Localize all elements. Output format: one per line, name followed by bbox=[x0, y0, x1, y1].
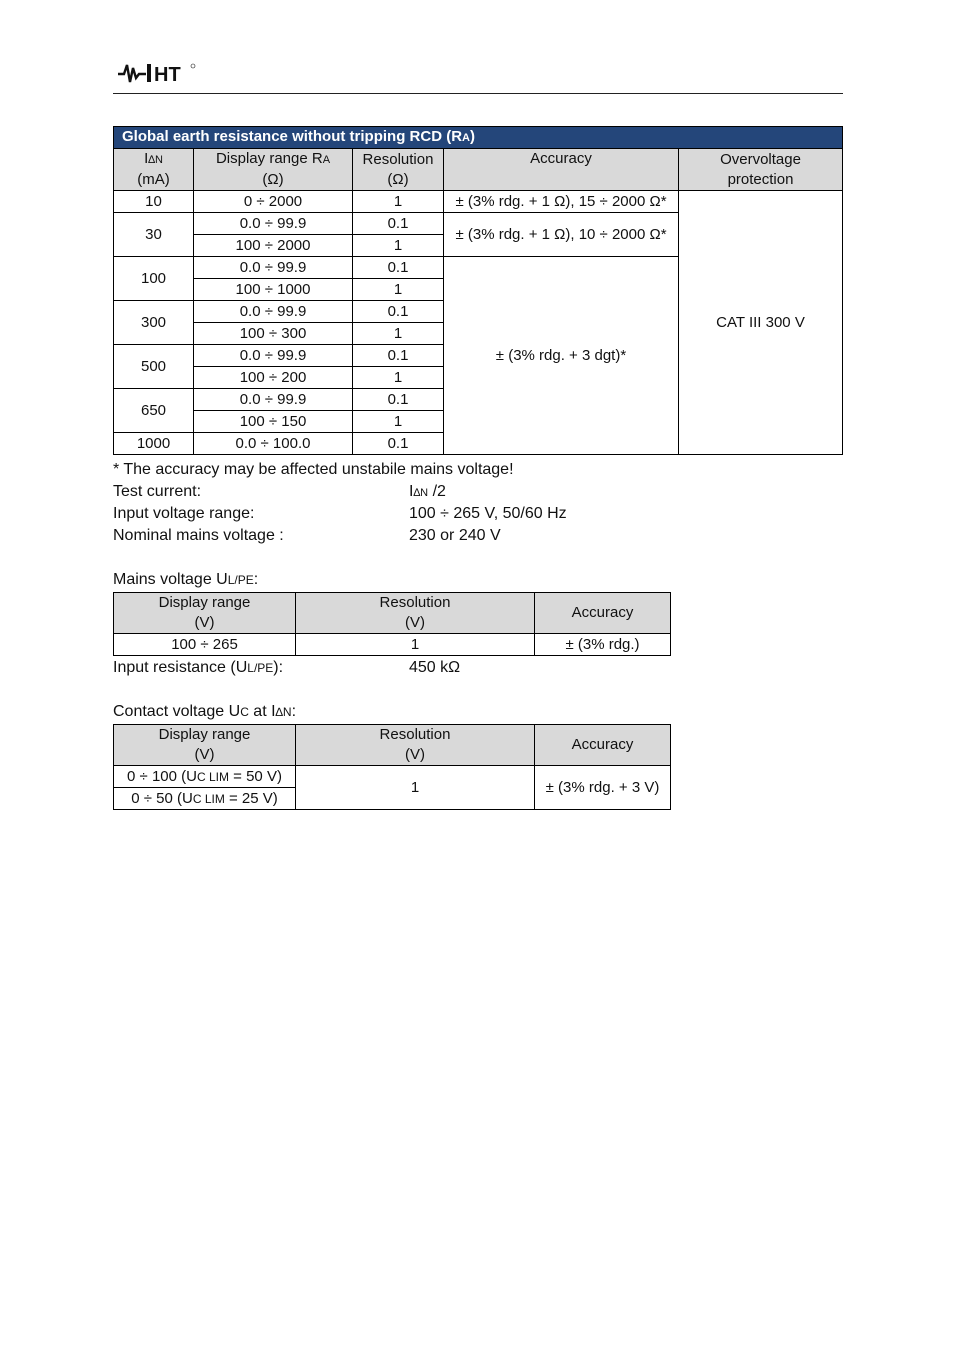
cell-range: 0.0 ÷ 99.9 bbox=[194, 213, 353, 235]
cell-range: 0.0 ÷ 99.9 bbox=[194, 345, 353, 367]
col-header-idn: I∆N (mA) bbox=[114, 149, 194, 191]
cell-resolution: 1 bbox=[353, 367, 444, 389]
cell-resolution: 1 bbox=[353, 191, 444, 213]
input-voltage-value: 100 ÷ 265 V, 50/60 Hz bbox=[409, 505, 567, 522]
contact-voltage-heading: Contact voltage UC at I∆N: bbox=[113, 703, 297, 720]
col-header-accuracy: Accuracy bbox=[535, 593, 671, 634]
cell-resolution: 1 bbox=[353, 411, 444, 433]
contact-voltage-table bbox=[113, 724, 671, 810]
nominal-voltage-value: 230 or 240 V bbox=[409, 527, 501, 544]
cell-range: 100 ÷ 300 bbox=[194, 323, 353, 345]
cell-accuracy: ± (3% rdg. + 3 dgt)* bbox=[444, 257, 679, 455]
col-header-resolution: Resolution (V) bbox=[296, 593, 535, 634]
table-row bbox=[114, 766, 671, 788]
cell-overvoltage: CAT III 300 V bbox=[679, 191, 843, 455]
cell-accuracy: ± (3% rdg. + 1 Ω), 10 ÷ 2000 Ω* bbox=[444, 213, 679, 257]
cell-idn: 10 bbox=[114, 191, 194, 213]
cell-range: 0.0 ÷ 99.9 bbox=[194, 257, 353, 279]
input-resistance-label: Input resistance (UL/PE): bbox=[113, 659, 284, 676]
col-header-accuracy: Accuracy bbox=[535, 725, 671, 766]
cell-range: 0.0 ÷ 100.0 bbox=[194, 433, 353, 455]
cell-resolution: 0.1 bbox=[353, 345, 444, 367]
cell-idn: 300 bbox=[114, 301, 194, 345]
cell-range: 0 ÷ 2000 bbox=[194, 191, 353, 213]
cell-accuracy: ± (3% rdg. + 1 Ω), 15 ÷ 2000 Ω* bbox=[444, 191, 679, 213]
col-header-accuracy: Accuracy bbox=[444, 149, 679, 191]
cell-resolution: 1 bbox=[353, 323, 444, 345]
input-resistance-value: 450 kΩ bbox=[409, 659, 461, 676]
cell-idn: 30 bbox=[114, 213, 194, 257]
col-header-resolution: Resolution (Ω) bbox=[353, 149, 444, 191]
logo-text: HT bbox=[154, 64, 181, 86]
cell-resolution: 1 bbox=[296, 766, 535, 810]
cell-range: 100 ÷ 1000 bbox=[194, 279, 353, 301]
test-current-label: Test current: bbox=[113, 483, 202, 500]
cell-idn: 500 bbox=[114, 345, 194, 389]
earth-resistance-table bbox=[113, 126, 843, 455]
cell-idn: 1000 bbox=[114, 433, 194, 455]
cell-idn: 100 bbox=[114, 257, 194, 301]
table-title: Global earth resistance without tripping RCD (RA) bbox=[114, 127, 843, 149]
col-header-range: Display range RA (Ω) bbox=[194, 149, 353, 191]
cell-resolution: 0.1 bbox=[353, 389, 444, 411]
cell-resolution: 0.1 bbox=[353, 257, 444, 279]
input-voltage-label: Input voltage range: bbox=[113, 505, 255, 522]
cell-accuracy: ± (3% rdg. + 3 V) bbox=[535, 766, 671, 810]
header-rule bbox=[113, 93, 843, 94]
cell-resolution: 1 bbox=[296, 634, 535, 656]
cell-idn: 650 bbox=[114, 389, 194, 433]
ht-logo bbox=[118, 60, 196, 86]
cell-range: 100 ÷ 150 bbox=[194, 411, 353, 433]
cell-range: 100 ÷ 200 bbox=[194, 367, 353, 389]
table-row bbox=[114, 191, 843, 213]
test-current-value: I∆N /2 bbox=[409, 483, 446, 500]
mains-voltage-heading: Mains voltage UL/PE: bbox=[113, 571, 259, 588]
cell-range: 100 ÷ 265 bbox=[114, 634, 296, 656]
cell-accuracy: ± (3% rdg.) bbox=[535, 634, 671, 656]
col-header-overvoltage: Overvoltage protection bbox=[679, 149, 843, 191]
col-header-resolution: Resolution (V) bbox=[296, 725, 535, 766]
cell-range: 0 ÷ 50 (UC LIM = 25 V) bbox=[114, 788, 296, 810]
table-row bbox=[114, 634, 671, 656]
cell-resolution: 0.1 bbox=[353, 433, 444, 455]
cell-resolution: 1 bbox=[353, 235, 444, 257]
footnote: * The accuracy may be affected unstabile mains voltage! bbox=[113, 461, 514, 478]
cell-resolution: 1 bbox=[353, 279, 444, 301]
mains-voltage-table bbox=[113, 592, 671, 656]
cell-range: 0.0 ÷ 99.9 bbox=[194, 389, 353, 411]
col-header-range: Display range (V) bbox=[114, 725, 296, 766]
nominal-voltage-label: Nominal mains voltage : bbox=[113, 527, 284, 544]
col-header-range: Display range (V) bbox=[114, 593, 296, 634]
cell-resolution: 0.1 bbox=[353, 301, 444, 323]
cell-resolution: 0.1 bbox=[353, 213, 444, 235]
cell-range: 0 ÷ 100 (UC LIM = 50 V) bbox=[114, 766, 296, 788]
cell-range: 0.0 ÷ 99.9 bbox=[194, 301, 353, 323]
cell-range: 100 ÷ 2000 bbox=[194, 235, 353, 257]
